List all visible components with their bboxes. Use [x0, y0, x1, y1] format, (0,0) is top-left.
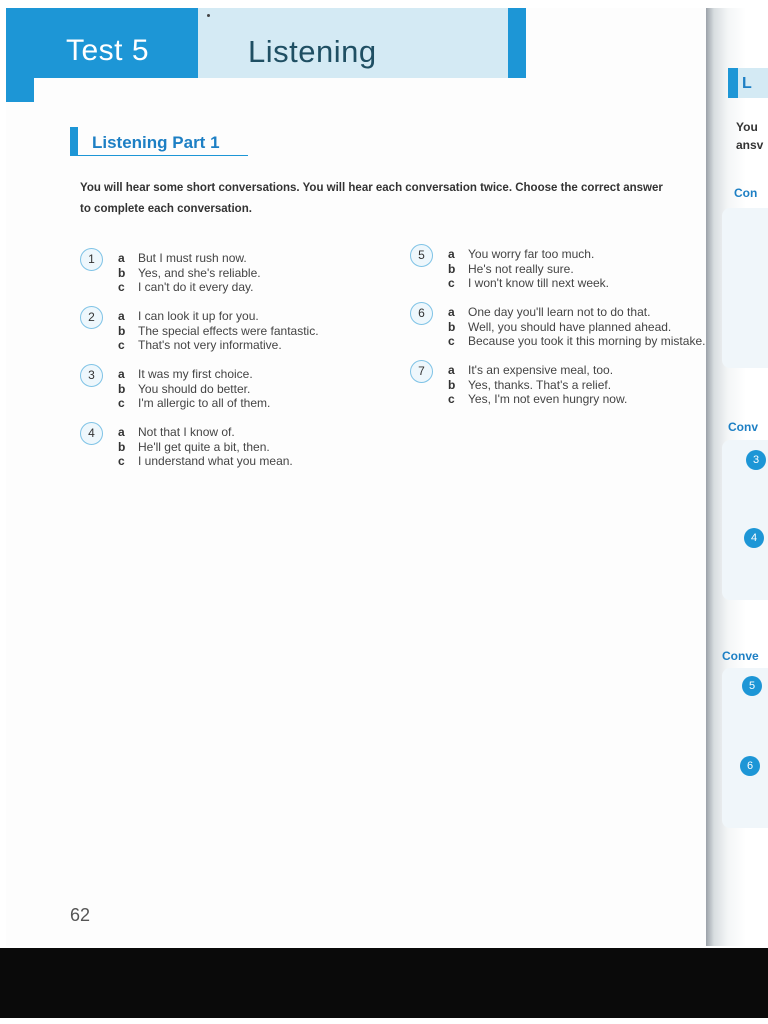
next-page-marker — [728, 68, 738, 98]
option-text: The special effects were fantastic. — [138, 323, 319, 338]
option-text: I understand what you mean. — [138, 454, 293, 468]
answer-option-b[interactable] — [448, 262, 609, 277]
option-text: Well, you should have planned ahead. — [468, 319, 672, 334]
option-letter: b — [118, 439, 126, 454]
option-letter: b — [448, 261, 456, 276]
next-page-edge — [706, 8, 768, 946]
option-letter: b — [448, 319, 456, 334]
option-letter: a — [448, 247, 455, 261]
answer-option-b[interactable] — [118, 266, 261, 281]
option-letter: b — [118, 265, 126, 280]
option-text: I can't do it every day. — [138, 280, 254, 294]
option-text: Yes, thanks. That's a relief. — [468, 377, 612, 392]
answer-option-b[interactable] — [448, 378, 627, 393]
answer-option-c[interactable] — [118, 454, 293, 469]
option-letter: b — [118, 381, 126, 396]
option-letter: a — [118, 251, 125, 265]
page-number: 62 — [70, 905, 91, 925]
answer-options — [448, 247, 609, 291]
option-letter: c — [448, 392, 455, 406]
test-title: Test 5 — [66, 34, 150, 67]
print-dot — [207, 14, 210, 17]
next-page-circle: 3 — [746, 450, 766, 470]
option-text: It was my first choice. — [138, 367, 253, 381]
option-letter: a — [448, 305, 455, 319]
answer-options — [118, 251, 261, 295]
option-text: It's an expensive meal, too. — [468, 363, 614, 377]
option-text: Because you took it this morning by mistake. — [468, 334, 706, 348]
answer-option-c[interactable] — [118, 280, 261, 295]
section-title: Listening — [248, 34, 377, 69]
option-text: He's not really sure. — [468, 261, 574, 276]
option-letter: b — [448, 377, 456, 392]
option-letter: c — [448, 276, 455, 290]
next-page-intro-2: ansv — [736, 138, 764, 152]
option-letter: c — [118, 338, 125, 352]
question-number-badge: 6 — [410, 302, 433, 325]
option-text: Yes, and she's reliable. — [138, 265, 261, 280]
answer-option-b[interactable] — [118, 440, 293, 455]
answer-option-b[interactable] — [448, 320, 705, 335]
page-header — [6, 8, 526, 78]
part-marker — [70, 127, 78, 155]
option-text: You worry far too much. — [468, 247, 595, 261]
question-number-badge: 3 — [80, 364, 103, 387]
answer-option-b[interactable] — [118, 382, 270, 397]
question-number-badge: 5 — [410, 244, 433, 267]
answer-options — [118, 309, 319, 353]
instructions — [80, 178, 710, 220]
answer-option-a[interactable] — [118, 367, 270, 382]
next-page-conversation-label: Con — [734, 186, 758, 200]
option-letter: a — [448, 363, 455, 377]
option-text: Yes, I'm not even hungry now. — [468, 392, 628, 406]
answer-option-c[interactable] — [448, 334, 705, 349]
option-letter: c — [118, 280, 125, 294]
header-accent-strip — [508, 8, 526, 78]
answer-option-b[interactable] — [118, 324, 319, 339]
question-number-badge: 2 — [80, 306, 103, 329]
answer-options — [118, 425, 293, 469]
question-number-badge: 1 — [80, 248, 103, 271]
answer-option-a[interactable] — [118, 425, 293, 440]
option-text: You should do better. — [138, 381, 251, 396]
answer-option-c[interactable] — [448, 392, 627, 407]
next-page-conversation-label: Conve — [722, 649, 759, 663]
answer-options — [448, 363, 627, 407]
answer-options — [448, 305, 705, 349]
question-number-badge: 4 — [80, 422, 103, 445]
option-text: Not that I know of. — [138, 425, 235, 439]
next-page-conversation-label: Conv — [728, 420, 758, 434]
option-text: I won't know till next week. — [468, 276, 610, 290]
option-text: That's not very informative. — [138, 338, 282, 352]
scan-bottom-band — [0, 948, 768, 1018]
next-page-header-letter: L — [742, 75, 752, 92]
option-letter: a — [118, 309, 125, 323]
option-text: He'll get quite a bit, then. — [138, 439, 270, 454]
option-letter: c — [448, 334, 455, 348]
workbook-page — [6, 8, 706, 946]
answer-options — [118, 367, 270, 411]
next-page-circle: 5 — [742, 676, 762, 696]
option-letter: a — [118, 367, 125, 381]
answer-option-c[interactable] — [448, 276, 609, 291]
answer-option-c[interactable] — [118, 396, 270, 411]
part-underline — [70, 155, 248, 156]
option-letter: a — [118, 425, 125, 439]
option-text: I'm allergic to all of them. — [138, 396, 271, 410]
header-notch — [6, 78, 34, 102]
answer-option-c[interactable] — [118, 338, 319, 353]
answer-option-a[interactable] — [448, 247, 609, 262]
question-number-badge: 7 — [410, 360, 433, 383]
option-letter: b — [118, 323, 126, 338]
instructions-line-2: to complete each conversation. — [80, 203, 252, 215]
answer-option-a[interactable] — [448, 363, 627, 378]
option-letter: c — [118, 454, 125, 468]
answer-option-a[interactable] — [118, 309, 319, 324]
next-page-intro-1: You — [736, 120, 758, 134]
part-title: Listening Part 1 — [92, 133, 220, 152]
answer-option-a[interactable] — [118, 251, 261, 266]
instructions-line-1: You will hear some short conversations. You will hear each conversation twice. Choose the correct answer — [80, 182, 663, 194]
option-text: I can look it up for you. — [138, 309, 259, 323]
option-text: But I must rush now. — [138, 251, 247, 265]
answer-option-a[interactable] — [448, 305, 705, 320]
option-text: One day you'll learn not to do that. — [468, 305, 651, 319]
option-letter: c — [118, 396, 125, 410]
next-page-circle: 4 — [744, 528, 764, 548]
next-page-circle: 6 — [740, 756, 760, 776]
next-page-panel-1 — [722, 208, 768, 368]
